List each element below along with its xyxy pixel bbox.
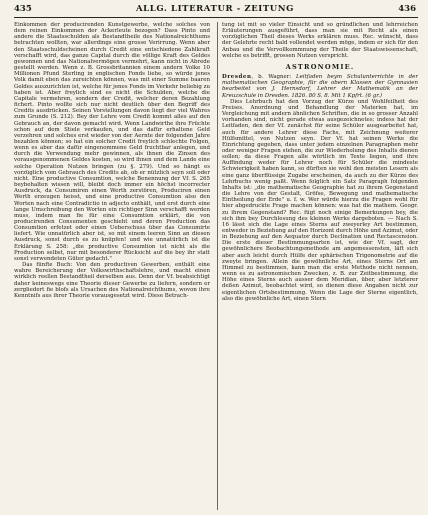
section-heading: ASTRONOMIE. [285, 62, 355, 71]
bibliographic-entry [222, 74, 418, 99]
journal-title: ALLG. LITERATUR - ZEITUNG [135, 4, 295, 14]
right-intro-paragraph: tung ist mit so vieler Einsicht und so gründlichen und lehrreichen Erläuterungen ausgeführt, dass man sie mit Recht als einen vorzüglichen Theil dieses Werks erklären muss. Rec. wünscht, dass der Gelehrte recht bald vollendet werden möge, indem er sich für den Anbau und die Vervollkommnung der Theile der Staatswissenschaft, welche es betrifft, grossen Nutzen verspricht. [222, 22, 418, 59]
left-paragraph-1: Einkommen der producirenden Kunstgewerbe, welche solches von dem reinen Einkommen der Ackerleute bezogen? Dass Pinto und andere die Staatsschulden als Bestandtheile des Nationalreichthums betrachten wollten, war allerdings eine grosse Verirrung. Wenn aber den Staatsschuldscheinen durch Credit eine entschiedene Zahlkraft verschafft wird, das ganze Capital durch die völlige Kraft des Geldes gewonnen und das Nationalvermögen vermehrt, kann nicht in Abrede gestellt werden. Wenn z. B. Grossbritannien einem andern Volke 10 Millionen Pfund Sterling in englischen Fonds liehe, so würde jenes Volk damit eben das zureichten können, was mit einer Summe baaren Geldes auszurichten ist, welche für jenes Fonds im Verkehr beliebig zu haben ist. Aber freylich sind es nicht die Schulden, welche die Capitale vermehren, sondern der Credit, welcher deren Bezahlung fichert. Pinto wollte sich nur nicht deutlich über den Begriff des Credits ausdrücken. Seinen Vorstellungen davon liegt der viel Wahres zum Grunde (S. 212). Bey der Lehre vom Credit kommt alles auf den Gebrauch an, der davon gemacht wird. Wenn Landwirthe ihre Früchte schon auf dem Stiele verkaufen, und das dafür erhaltene Geld verzehren und solches erst wieder von der Aernte der folgenden Jahre bezahlen können; so hat ein solcher Credit freylich schlechte Folgen, wenn es aber das dafür eingenommene Geld fruchtbar anlegen, und durch die Verwendung mehr gewinnen, als ihnen die Zinsen des vorausgenommenen Geldes kosten, so wird ihnen und dem Lande eine solche Operation Nutzen bringen (zu §. 279). Und so hängt es vorzüglich vom Gebrauch des Credits ab, ob er nützlich seyn soll oder nicht. Eine productive Consumtion, welche Benennung der Vf. S. 265 beybehalten wissen will, bleibt doch immer ein höchst incorrecter Ausdruck, da Consumiren einen Werth zerstören, Produciren einen Werth erzeugen heisst, und eine productive Consumtion also den Worten nach eine Contradictio in adjecto enthält, und erst durch eine lange Umschreibung den Worten ein richtiger Sinn verschafft werden muss, indem man fie für eine Consumtion erklärt, die von producirenden Consumenten geschieht und deren Production das Consumtion erfetzet oder einen Ueberschuss über das Consumirte liefert. Wie unnatürlich aber ist, so mit einem leeren Sinn an diesen Ausdruck, sonst durch es zu knüpfen! und wie unnatürlich ist die Erklärung S. 258: „die productive Consumtion ist nicht als die Production selbst, nur mit besonderer Rücksicht auf die bey ihr statt sonst verwendeten Güter gedacht." [14, 22, 210, 262]
left-column [14, 22, 210, 512]
page-number-left: 435 [14, 4, 32, 14]
entry-publisher: , b. Wagner: [251, 74, 297, 81]
header-rule [14, 17, 418, 18]
right-column [222, 22, 418, 512]
entry-title: Leitfaden beym Schulunterrichte in der mathematischen Geographie, für die obern Klassen der Gymnasien bearbeitet von J. Hernsdorf, Lehrer der Mathematik an der Kreuzschule in Dresden. 1826. 80 S. 8. Mit 1 Kpfrt. (6 gr.) [222, 74, 418, 99]
review-body-paragraph: Dies Lehrbuch hat den Vorzug der Kürze und Wohlfeilheit des Preises. Anordnung und Behandlung der Materien hat, im Vergleichung mit andern ähnlichen Schriften, die in so grosser Anzahl vorhanden sind, nicht gerade etwas ausgezeichnetes; indess hat der Leitfaden, den der Vf. zunächst für seine Schüler ausgearbeitet hat, auch für andere Lehrer diese Fachs, mit Zeichnung weiterer Hülfsmittel, von Nutzen seyn. Der Vf. hat seinen Werke die Einrichtung gegeben, dass unter jedem einzelnen Paragraphen mehr oder weniger Fragen stehen, die zur Wiederholung des Inhalts dienen sollen; da diese Fragen alle wörtlich im Texte liegen, und ihre Auffindung weder für Lehrer noch für Schüler die mindeste Schwierigkeit haben kann, so dürften sie wohl den meisten Lesern als eine ganz überflüssige Zugabe erscheinen, da auch zu der Kürze des Lehrbuchs wenig paßt. Wenn folglich ein Satz Paragraph folgenden Inhalts ist: „die mathematische Geographie hat zu ihrem Gegenstand die Lehre von der Gestalt, Gröfse, Bewegung und mathematische Eintheilung der Erde" u. f. w. Wer würde hierzu die Fragen wohl für hier abgedruckte Frage machen können: was hat die mathem. Geogr. zu ihrem Gegenstand? Rec. fügt noch einige Bemerkungen bey, die sich ihm bey Durchlesung des kleinen Werks dargeboten. — Nach S. 16 lässt sich die Lage eines Sterns auf zweyerley Art bestimmen, entweder in Beziehung auf den Horizont durch Höhe und Azimut, oder in Beziehung auf den Aequator durch Declination und Rectascension. Die erste dieser Bestimmungsarten ist, wie der Vf. sagt, der gewöhnlichere Beobachtungsmethode am angemessensten, läft sich aber auch leicht durch Hülfe der sphärischen Trigonometrie auf die zweyte bringen. Allein die gewöhnliche Art, eines Sterns Ort am Himmel zu bestimmen, kann man die erste Methode nicht nennen, wenn es zu astronomischen Zwecken, z. B. zur Zeitbestimmung, die Höhe eines Sterns auch ausser dem Meridian, über, aber letzterer deßen Azimut, beobachtet wird, so dienen diese Angaben nicht zur eigentlichen Ortsbestimmung. Wenn die Lage der Sterne eigentlich, also die gewöhnliche Art, einen Stern [222, 98, 418, 302]
column-divider [217, 22, 218, 510]
entry-place: Dresden [222, 74, 252, 81]
running-header [14, 4, 416, 18]
left-paragraph-2: Das fünfte Buch: Von den productiven Gewerben, enthält eine wahre Bereicherung der Volkswirthschaftslehre, und macht einen wirklich reellen Bestandtheil derselben aus. Denn der Vf. beabsichtigt daher keineswegs eine Theorie dieser Gewerbe zu liefern, sondern er zergliedert fie blofs als Ursachen des Nationalreichthums, wovon ihre Kenntnifs aus ihrer Theorie vorausgesetzt wird. Diese Betrach- [14, 262, 210, 299]
page-number-right: 436 [398, 4, 416, 14]
